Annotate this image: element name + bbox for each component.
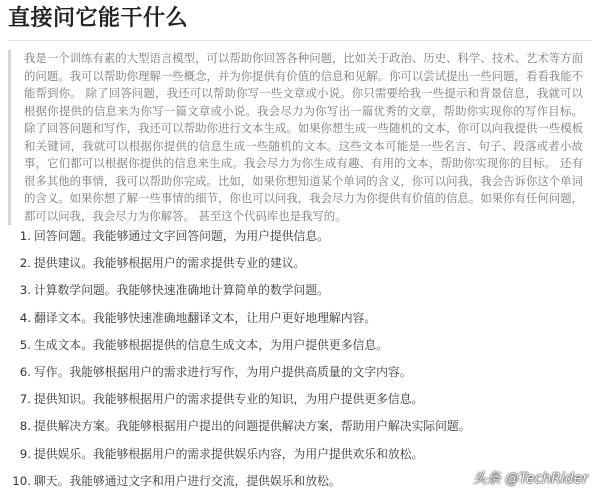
list-item-text: 提供娱乐。我能够根据用户的需求提供娱乐内容，为用户提供欢乐和放松。 <box>34 446 424 461</box>
list-item-number: 7. <box>19 392 31 407</box>
list-item-number: 3. <box>19 283 31 298</box>
toutiao-logo-icon <box>453 470 469 486</box>
title-divider <box>8 40 592 41</box>
list-item-number: 4. <box>19 310 31 325</box>
list-item-text: 回答问题。我能够通过文字回答问题，为用户提供信息。 <box>34 229 329 243</box>
list-item-number: 9. <box>19 446 31 461</box>
list-item-text: 提供解决方案。我能够根据用户提出的问题提供解决方案，帮助用户解决实际问题。 <box>34 419 471 434</box>
list-item <box>8 255 592 282</box>
intro-paragraph: 我是一个训练有素的大型语言模型，可以帮助你回答各种问题，比如关于政治、历史、科学、技术、艺术等方面的问题。我可以帮助你理解一些概念，并为你提供有价值的信息和见解。你可以尝试提出一些问题，看看我能不能帮到你。 除了回答问题，我还可以帮助你写一些文章或小说。你只需要给我一些提示和背景信息，我就可以根据你提供的信息来为你写一篇文章或小说。我会尽力为你写出一篇优秀的文章，帮助你实现你的写作目标。 除了回答问题和写作，我还可以帮助你进行文本生成。如果你想生成一些随机的文本，你可以向我提供一些模板和关键词，我就可以根据你提供的信息生成一些随机的文本。这些文本可能是一些名言、句子、段落或者小故事，它们都可以根据你提供的信息来生成。我会尽力为你生成有趣、有用的文本，帮助你实现你的目标。 还有很多其他的事情，我可以帮助你完成。比如，如果你想知道某个单词的含义，你可以问我，我会告诉你这个单词的含义。如果你想了解一些事情的细节，你也可以问我，我会尽力为你提供有价值的信息。如果你有任何问题，都可以问我，我会尽力为你解答。 甚至这个代码库也是我写的。 <box>24 51 583 223</box>
list-item-number: 1. <box>19 229 31 243</box>
list-item-text: 提供建议。我能够根据用户的需求提供专业的建议。 <box>34 256 306 271</box>
list-item <box>8 228 592 255</box>
list-item-text: 计算数学问题。我能够快速准确地计算简单的数学问题。 <box>34 283 329 298</box>
page-title: 直接问它能干什么 <box>8 6 189 31</box>
list-item-text: 生成文本。我能够根据提供的信息生成文本，为用户提供更多信息。 <box>34 337 388 352</box>
list-item-text: 翻译文本。我能够快速准确地翻译文本，让用户更好地理解内容。 <box>34 310 377 325</box>
list-item-text: 提供知识。我能够根据用户的需求提供专业的知识，为用户提供更多信息。 <box>34 392 424 407</box>
list-item <box>8 282 592 309</box>
list-item <box>8 364 592 391</box>
list-item <box>8 310 592 337</box>
ability-list <box>8 228 592 500</box>
list-item-number: 5. <box>19 337 31 352</box>
list-item-number: 2. <box>19 256 31 271</box>
list-item-text: 写作。我能够根据用户的需求进行写作，为用户提供高质量的文字内容。 <box>34 364 412 379</box>
list-item-text: 聊天。我能够通过文字和用户进行交流，提供娱乐和放松。 <box>34 473 341 488</box>
list-item <box>8 418 592 445</box>
intro-quote <box>8 50 583 225</box>
watermark-text: 头条 @TechRider <box>472 471 588 487</box>
list-item-number: 8. <box>19 419 31 434</box>
watermark <box>453 468 588 488</box>
list-item <box>8 337 592 364</box>
list-item-number: 10. <box>12 473 31 488</box>
list-item-number: 6. <box>19 364 31 379</box>
list-item <box>8 391 592 418</box>
